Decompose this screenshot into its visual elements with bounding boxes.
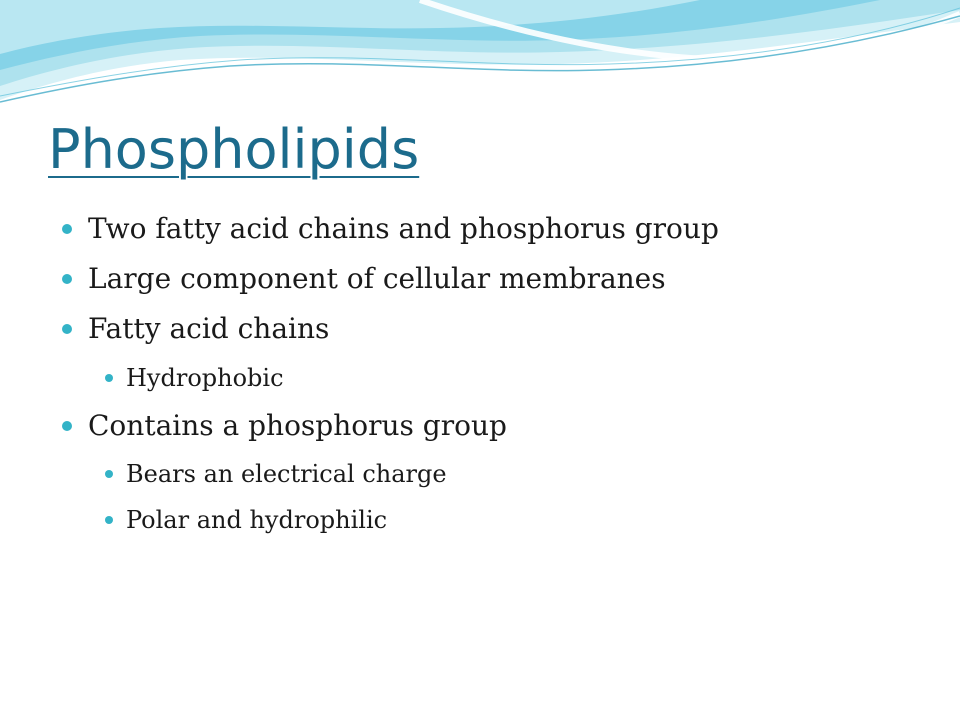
bullet-item: Fatty acid chains [88,312,330,345]
bullet-marker-icon [62,274,72,284]
sub-bullet-marker-icon [105,470,113,478]
sub-bullet-item: Bears an electrical charge [126,460,447,488]
bullet-item: Two fatty acid chains and phosphorus group [88,212,719,245]
sub-bullet-item: Polar and hydrophilic [126,506,388,534]
bullet-marker-icon [62,324,72,334]
sub-bullet-marker-icon [105,516,113,524]
bullet-marker-icon [62,224,72,234]
bullet-item: Contains a phosphorus group [88,409,507,442]
slide-title[interactable]: Phospholipids [48,118,420,181]
sub-bullet-marker-icon [105,374,113,382]
sub-bullet-item: Hydrophobic [126,364,284,392]
bullet-marker-icon [62,421,72,431]
bullet-item: Large component of cellular membranes [88,262,666,295]
